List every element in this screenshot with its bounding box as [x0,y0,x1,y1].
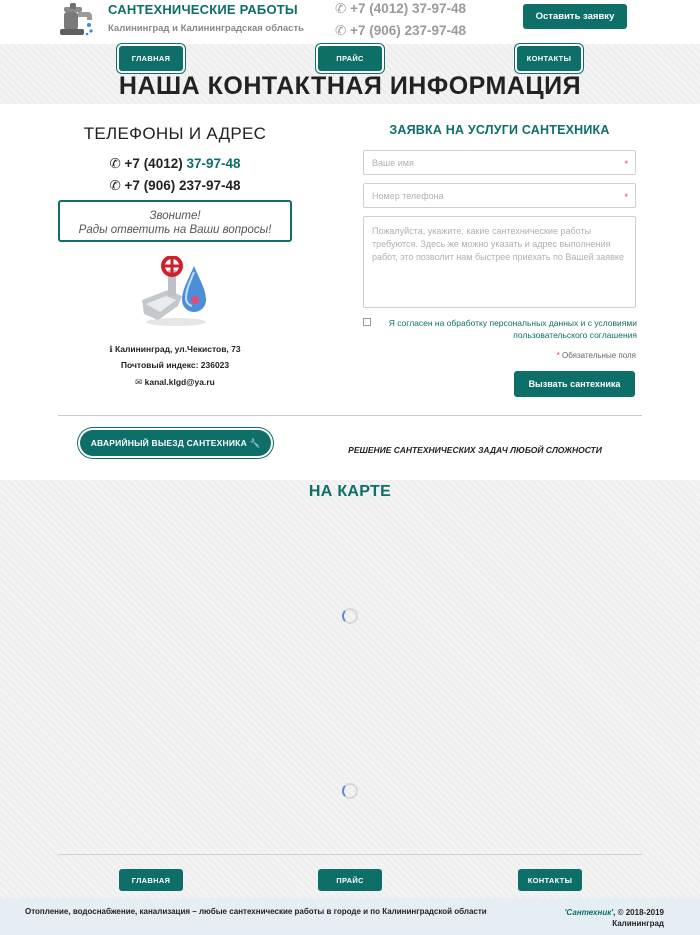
header-phone-1-text[interactable]: +7 (4012) 37-97-48 [350,1,467,16]
contact-phone-2-text[interactable]: +7 (906) 237-97-48 [124,178,241,193]
footer-nav-price-button[interactable]: ПРАЙС [318,869,382,891]
phone-icon: ✆ [335,1,347,16]
phone-icon: ✆ [335,23,347,38]
map-title: НА КАРТЕ [308,483,392,500]
nav-contacts-button[interactable]: КОНТАКТЫ [517,46,581,71]
postcode-line: Почтовый индекс: 236023 [120,360,230,370]
address-text: Калининград, ул.Чекистов, 73 [114,344,241,354]
footer-nav-contacts-button[interactable]: КОНТАКТЫ [518,869,582,891]
site-subtitle: Калининград и Калининградская область [108,23,304,34]
emergency-call-label: АВАРИЙНЫЙ ВЫЕЗД САНТЕХНИКА [90,438,247,448]
phone-input[interactable] [363,183,636,208]
nav-home-button[interactable]: ГЛАВНАЯ [119,46,183,71]
contacts-heading: ТЕЛЕФОНЫ И АДРЕС [83,124,267,143]
map-section [0,480,700,898]
address-line [58,344,292,355]
header-phone-1[interactable] [335,1,466,17]
footer-copyright [540,907,664,929]
header-phone-2-text[interactable]: +7 (906) 237-97-48 [350,23,467,38]
email-text[interactable]: kanal.klgd@ya.ru [144,377,215,387]
footer-nav-home-button[interactable]: ГЛАВНАЯ [119,869,183,891]
message-placeholder: Пожалуйста, укажите, какие сантехнические работы требуются. Здесь же можно указать и адрес выполнения работ, это позволит нам быстрее приехать по Вашей заявке [372,226,624,262]
call-plumber-button[interactable]: Вызвать сантехника [514,371,635,397]
request-form-title: ЗАЯВКА НА УСЛУГИ САНТЕХНИКА [389,123,610,137]
page-title: НАША КОНТАКТНАЯ ИНФОРМАЦИЯ [118,72,582,100]
site-footer [0,898,700,935]
site-title[interactable]: САНТЕХНИЧЕСКИЕ РАБОТЫ [108,2,298,17]
name-input-placeholder: Ваше имя [372,157,414,168]
footer-brand: 'Сантехник' [564,908,614,917]
emergency-call-button[interactable] [80,430,271,456]
contact-phone-1[interactable] [58,156,292,172]
nav-band [0,44,700,104]
footer-divider [58,854,642,855]
consent-checkbox[interactable] [363,318,371,326]
header-phone-2[interactable] [335,23,466,39]
contact-phone-1-prefix[interactable]: +7 (4012) [124,156,183,171]
required-marker: * [624,159,628,169]
call-us-box [58,200,292,242]
section-divider [58,415,642,416]
plumbing-valve-illustration-icon [138,256,214,328]
consent-label[interactable]: Я согласен на обработку персональных данных и с условиями пользовательского соглашения [388,318,637,340]
phone-icon: ✆ [109,156,121,171]
phone-icon: ✆ [109,178,121,193]
envelope-icon: ✉ [135,377,143,387]
info-icon: ℹ [109,344,113,354]
footer-city: Калининград [612,919,664,928]
faucet-logo-icon[interactable] [58,3,96,39]
call-us-line-1: Звоните! [149,210,201,222]
wrench-icon: 🔧 [249,437,261,448]
site-header [0,0,700,44]
required-marker: * [624,192,628,202]
name-input[interactable] [363,150,636,175]
phone-input-placeholder: Номер телефона [372,190,444,201]
call-us-line-2: Рады ответить на Ваши вопросы! [78,224,272,236]
message-textarea[interactable] [363,216,636,308]
required-marker: * [556,351,560,360]
required-fields-text: Обязательные поля [562,351,636,360]
nav-price-button[interactable]: ПРАЙС [318,46,382,71]
footer-description: Отопление, водоснабжение, канализация – любые сантехнические работы в городе и по Калининградской области [25,907,487,916]
required-fields-note [363,351,636,360]
footer-copyright-years: , © 2018-2019 [613,908,664,917]
tagline: РЕШЕНИЕ САНТЕХНИЧЕСКИХ ЗАДАЧ ЛЮБОЙ СЛОЖНОСТИ [348,445,602,455]
email-line[interactable] [58,377,292,388]
contact-phone-1-suffix[interactable]: 37-97-48 [186,156,241,171]
loading-spinner-icon [342,608,358,624]
loading-spinner-icon [342,783,358,799]
order-request-button[interactable]: Оставить заявку [523,4,627,29]
contact-phone-2[interactable] [58,178,292,194]
